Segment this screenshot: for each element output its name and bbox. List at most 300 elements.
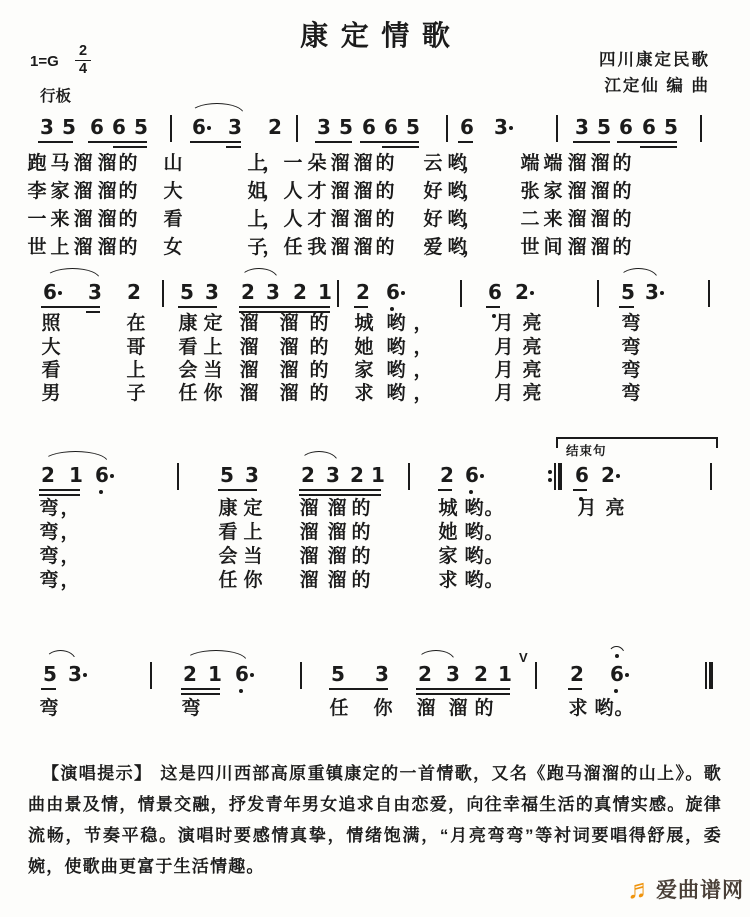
lyric-syllable: 你 (203, 383, 223, 404)
lyric-syllable: 的 (309, 383, 329, 404)
beam-line (573, 141, 610, 143)
note-digit: 2 (356, 280, 370, 304)
lyric-syllable: 溜 (97, 209, 117, 230)
note-digit: 3 (326, 463, 340, 487)
note-digit: 2 (301, 463, 315, 487)
note-digit: 6 (95, 463, 109, 487)
beam-line (458, 141, 473, 143)
lyric-syllable: 溜 (299, 546, 319, 567)
lyric-syllable: 哟 (464, 498, 484, 519)
lyric-syllable: 溜 (239, 337, 259, 358)
note-digit: 3 (245, 463, 259, 487)
beam-line (218, 489, 257, 491)
lyric-syllable: 求 (568, 698, 588, 719)
lyric-syllable: 的 (351, 546, 371, 567)
note-digit: 1 (318, 280, 332, 304)
meter-denominator: 4 (78, 60, 88, 77)
beam-line (41, 306, 100, 308)
barline (535, 662, 537, 689)
lyric-syllable: ， (462, 153, 482, 174)
note-digit: 2 (127, 280, 141, 304)
lyric-syllable: 溜 (279, 383, 299, 404)
lyric-syllable: 月 (494, 360, 514, 381)
repeat-dot (548, 478, 552, 482)
lyric-syllable: 康 (218, 498, 238, 519)
lyric-syllable: 月 (577, 498, 597, 519)
beam-line (113, 146, 147, 148)
lyric-syllable: 溜 (279, 313, 299, 334)
ending-bracket-tick (556, 437, 558, 448)
lyric-syllable: 弯 (621, 337, 641, 358)
lyric-syllable: 弯 (621, 383, 641, 404)
lyric-syllable: 的 (351, 522, 371, 543)
lyric-syllable: 弯 (181, 698, 201, 719)
lyric-syllable: 亮 (605, 498, 625, 519)
lyric-syllable: 溜 (330, 209, 350, 230)
lyric-syllable: 哟 (464, 570, 484, 591)
meter-numerator: 2 (75, 44, 91, 61)
lyric-syllable: 溜 (327, 498, 347, 519)
beam-line (181, 693, 220, 695)
lyric-syllable: 溜 (353, 153, 373, 174)
note-digit: 6 (460, 115, 474, 139)
lyric-syllable: 家 (354, 360, 374, 381)
slur-arc (417, 650, 455, 661)
lyric-syllable: 溜 (353, 181, 373, 202)
site-logo-text: 爱曲谱网 (656, 879, 744, 902)
note-digit: 5 (621, 280, 635, 304)
lyric-syllable: 哟 (386, 383, 406, 404)
lyric-syllable: 家 (50, 181, 70, 202)
note-digit: 2 (570, 662, 584, 686)
lyric-syllable: 哟 (447, 237, 467, 258)
lyric-syllable: 的 (309, 313, 329, 334)
lyric-syllable: 溜 (239, 360, 259, 381)
note-digit: 5 (180, 280, 194, 304)
low-octave-dot (390, 307, 394, 311)
note-digit: 5 (62, 115, 76, 139)
note-digit: 6 (619, 115, 633, 139)
lyric-syllable: 溜 (330, 237, 350, 258)
beam-line (181, 688, 220, 690)
lyric-syllable: 好 (423, 209, 443, 230)
lyric-syllable: 你 (243, 570, 263, 591)
lyric-syllable: 哟 (386, 360, 406, 381)
beam-line (239, 306, 330, 308)
site-logo (627, 874, 744, 904)
lyric-syllable: 哟 (447, 209, 467, 230)
fermata-dot (615, 654, 619, 658)
beam-line (573, 489, 587, 491)
lyric-syllable: 在 (126, 313, 146, 334)
lyric-syllable: 她 (354, 337, 374, 358)
note-digit: 6 (386, 280, 400, 304)
augmentation-dot (58, 291, 62, 295)
lyric-syllable: 亮 (522, 360, 542, 381)
barline (556, 115, 558, 142)
barline (177, 463, 179, 490)
note-digit: 6 (192, 115, 206, 139)
note-digit: 5 (597, 115, 611, 139)
lyric-syllable: 的 (375, 209, 395, 230)
note-digit: 3 (494, 115, 508, 139)
augmentation-dot (509, 126, 513, 130)
beam-line (619, 306, 634, 308)
lyric-syllable: 溜 (279, 337, 299, 358)
note-digit: 3 (317, 115, 331, 139)
lyric-syllable: 。 (484, 570, 504, 591)
lyric-syllable: 城 (438, 498, 458, 519)
note-digit: 3 (40, 115, 54, 139)
note-digit: 6 (43, 280, 57, 304)
lyric-syllable: 任 (178, 383, 198, 404)
lyric-syllable: 溜 (590, 181, 610, 202)
lyric-syllable: 溜 (73, 181, 93, 202)
repeat-thick-bar (558, 463, 563, 490)
lyric-syllable: 城 (354, 313, 374, 334)
slur-arc (240, 268, 278, 279)
lyric-syllable: 溜 (239, 313, 259, 334)
note-digit: 3 (575, 115, 589, 139)
lyric-syllable: 的 (612, 209, 632, 230)
lyric-syllable: 的 (375, 181, 395, 202)
note-digit: 3 (205, 280, 219, 304)
lyric-syllable: 溜 (567, 181, 587, 202)
note-digit: 5 (664, 115, 678, 139)
lyric-syllable: 的 (375, 237, 395, 258)
repeat-dot (548, 470, 552, 474)
lyric-syllable: 亮 (522, 337, 542, 358)
lyric-syllable: 溜 (353, 237, 373, 258)
note-digit: 2 (293, 280, 307, 304)
note-digit: 3 (645, 280, 659, 304)
lyric-syllable: 看 (41, 360, 61, 381)
augmentation-dot (660, 291, 664, 295)
barline (150, 662, 152, 689)
lyric-syllable: 任 (283, 237, 303, 258)
note-digit: 6 (465, 463, 479, 487)
lyric-syllable: 任 (329, 698, 349, 719)
note-digit: 1 (371, 463, 385, 487)
lyric-syllable: 的 (118, 209, 138, 230)
beam-line (88, 141, 147, 143)
beam-line (178, 306, 217, 308)
barline (597, 280, 599, 307)
note-digit: 2 (350, 463, 364, 487)
lyric-syllable: 一 (27, 209, 47, 230)
lyric-syllable: 上 (50, 237, 70, 258)
lyric-syllable: 子 (126, 383, 146, 404)
lyric-syllable: 定 (243, 498, 263, 519)
lyric-syllable: 大 (163, 181, 183, 202)
note-digit: 2 (515, 280, 529, 304)
beam-line (39, 489, 80, 491)
lyric-syllable: 求 (354, 383, 374, 404)
lyric-syllable: 月 (494, 313, 514, 334)
slur-arc (619, 268, 658, 279)
augmentation-dot (401, 291, 405, 295)
lyric-syllable: 看 (163, 209, 183, 230)
lyric-syllable: ， (413, 313, 433, 334)
lyric-syllable: 弯 (621, 360, 641, 381)
lyric-syllable: 。 (484, 546, 504, 567)
note-digit: 3 (68, 662, 82, 686)
beam-line (438, 489, 452, 491)
beam-line (354, 306, 368, 308)
lyric-syllable: 哟 (447, 181, 467, 202)
barline (296, 115, 298, 142)
beam-line (360, 141, 419, 143)
lyric-syllable: 哥 (126, 337, 146, 358)
note-digit: 6 (112, 115, 126, 139)
note-digit: 5 (134, 115, 148, 139)
lyric-syllable: 人 (283, 181, 303, 202)
note-digit: 1 (208, 662, 222, 686)
beam-line (486, 306, 500, 308)
note-digit: 6 (362, 115, 376, 139)
lyric-syllable: ， (462, 209, 482, 230)
augmentation-dot (625, 673, 629, 677)
lyric-syllable: 哟 (447, 153, 467, 174)
note-digit: 6 (488, 280, 502, 304)
note-digit: 3 (375, 662, 389, 686)
lyric-syllable: 溜 (73, 153, 93, 174)
music-notes-icon: ♬ (627, 873, 654, 904)
lyric-syllable: 溜 (239, 383, 259, 404)
note-digit: 6 (235, 662, 249, 686)
lyric-syllable: 定 (203, 313, 223, 334)
lyric-syllable: 弯 (39, 522, 59, 543)
lyric-syllable: 溜 (73, 209, 93, 230)
barline (408, 463, 410, 490)
lyric-syllable: ， (413, 383, 433, 404)
lyric-syllable: 溜 (590, 237, 610, 258)
lyric-syllable: 溜 (299, 522, 319, 543)
note-digit: 1 (69, 463, 83, 487)
lyric-syllable: 月 (494, 383, 514, 404)
lyric-syllable: 世 (520, 237, 540, 258)
note-digit: 5 (331, 662, 345, 686)
low-octave-dot (469, 490, 473, 494)
barline (460, 280, 462, 307)
lyric-syllable: 上 (247, 209, 267, 230)
lyric-syllable: 的 (612, 153, 632, 174)
lyric-syllable: 家 (438, 546, 458, 567)
lyric-syllable: 哟 (386, 337, 406, 358)
lyric-syllable: 才 (307, 181, 327, 202)
note-digit: 3 (228, 115, 242, 139)
lyric-syllable: 二 (520, 209, 540, 230)
lyric-syllable: 会 (178, 360, 198, 381)
note-digit: 2 (418, 662, 432, 686)
lyric-syllable: 康 (178, 313, 198, 334)
lyric-syllable: 上 (247, 153, 267, 174)
note-digit: 5 (339, 115, 353, 139)
lyric-syllable: 。 (614, 698, 634, 719)
lyric-syllable: 李 (27, 181, 47, 202)
key-signature: 1=G (30, 53, 59, 70)
lyric-syllable: ， (462, 181, 482, 202)
slur-arc (45, 268, 100, 279)
lyric-syllable: 哟 (386, 313, 406, 334)
lyric-syllable: 才 (307, 209, 327, 230)
lyric-syllable: 月 (494, 337, 514, 358)
slur-arc (185, 650, 247, 661)
lyric-syllable: 间 (543, 237, 563, 258)
slur-arc (43, 451, 108, 462)
lyric-syllable: 她 (438, 522, 458, 543)
breath-mark: V (519, 650, 528, 665)
performance-notes-body: 这是四川西部高原重镇康定的一首情歌，又名《跑马溜溜的山上》。歌曲由景及情，情景交融，抒发青年男女追求自由恋爱，向往幸福生活的真情实感。旋律流畅，节奏平稳。演唱时要感情真挚，情绪饱满，“月亮弯弯”等衬词要唱得舒展，委婉，使歌曲更富于生活情趣。 (28, 764, 723, 876)
note-digit: 2 (474, 662, 488, 686)
credit-source: 四川康定民歌 (599, 51, 710, 69)
lyric-syllable: ， (413, 337, 433, 358)
lyric-syllable: 男 (41, 383, 61, 404)
ending-bracket-line (556, 437, 716, 439)
lyric-syllable: 任 (218, 570, 238, 591)
low-octave-dot (614, 689, 618, 693)
beam-line (640, 146, 677, 148)
lyric-syllable: 溜 (97, 153, 117, 174)
lyric-syllable: 溜 (416, 698, 436, 719)
note-digit: 3 (88, 280, 102, 304)
note-digit: 3 (266, 280, 280, 304)
lyric-syllable: 的 (118, 237, 138, 258)
lyric-syllable: 来 (543, 209, 563, 230)
beam-line (86, 311, 100, 313)
lyric-syllable: 山 (163, 153, 183, 174)
lyric-syllable: 溜 (299, 498, 319, 519)
lyric-syllable: 的 (309, 360, 329, 381)
lyric-syllable: 亮 (522, 313, 542, 334)
augmentation-dot (207, 126, 211, 130)
lyric-syllable: 弯 (39, 698, 59, 719)
performance-notes (28, 758, 722, 882)
lyric-syllable: 当 (203, 360, 223, 381)
lyric-syllable: 你 (373, 698, 393, 719)
lyric-syllable: 看 (178, 337, 198, 358)
lyric-syllable: ， (262, 237, 282, 258)
beam-line (39, 494, 80, 496)
barline (337, 280, 339, 307)
beam-line (315, 141, 352, 143)
barline (170, 115, 172, 142)
augmentation-dot (110, 474, 114, 478)
lyric-syllable: 求 (438, 570, 458, 591)
lyric-syllable: 溜 (567, 153, 587, 174)
beam-line (38, 141, 73, 143)
lyric-syllable: ， (413, 360, 433, 381)
beam-line (299, 494, 381, 496)
lyric-syllable: 张 (520, 181, 540, 202)
beam-line (226, 146, 241, 148)
note-digit: 2 (601, 463, 615, 487)
beam-line (299, 489, 381, 491)
lyric-syllable: 来 (50, 209, 70, 230)
lyric-syllable: 亮 (522, 383, 542, 404)
lyric-syllable: 。 (484, 498, 504, 519)
lyric-syllable: ， (262, 153, 282, 174)
note-digit: 2 (440, 463, 454, 487)
beam-line (382, 146, 419, 148)
note-digit: 2 (41, 463, 55, 487)
lyric-syllable: 溜 (330, 153, 350, 174)
lyric-syllable: 的 (375, 153, 395, 174)
performance-notes-label: 【演唱提示】 (42, 764, 153, 783)
barline (708, 280, 710, 307)
final-barline-thick (709, 662, 714, 689)
lyric-syllable: 溜 (590, 209, 610, 230)
lyric-syllable: ， (262, 181, 282, 202)
lyric-syllable: 女 (163, 237, 183, 258)
augmentation-dot (530, 291, 534, 295)
note-digit: 3 (446, 662, 460, 686)
lyric-syllable: 溜 (567, 237, 587, 258)
lyric-syllable: 看 (218, 522, 238, 543)
lyric-syllable: 的 (351, 498, 371, 519)
lyric-syllable: 的 (612, 237, 632, 258)
slur-arc (300, 451, 338, 462)
slur-arc (45, 650, 76, 661)
low-octave-dot (99, 490, 103, 494)
note-digit: 6 (90, 115, 104, 139)
lyric-syllable: 会 (218, 546, 238, 567)
lyric-syllable: 弯 (39, 546, 59, 567)
lyric-syllable: 世 (27, 237, 47, 258)
lyric-syllable: 上 (203, 337, 223, 358)
final-barline (705, 662, 707, 689)
lyric-syllable: 人 (283, 209, 303, 230)
lyric-syllable: 溜 (97, 237, 117, 258)
lyric-syllable: 哟 (464, 546, 484, 567)
lyric-syllable: 溜 (448, 698, 468, 719)
barline (446, 115, 448, 142)
lyric-syllable: 的 (351, 570, 371, 591)
note-digit: 2 (183, 662, 197, 686)
lyric-syllable: 当 (243, 546, 263, 567)
lyric-syllable: 家 (543, 181, 563, 202)
note-digit: 2 (241, 280, 255, 304)
ending-label: 结束句 (566, 444, 607, 458)
lyric-syllable: 的 (612, 181, 632, 202)
note-digit: 5 (43, 662, 57, 686)
lyric-syllable: ， (262, 209, 282, 230)
lyric-syllable: 照 (41, 313, 61, 334)
low-octave-dot (239, 689, 243, 693)
tempo-marking: 行板 (40, 88, 72, 105)
lyric-syllable: 哟 (464, 522, 484, 543)
lyric-syllable: 姐 (247, 181, 267, 202)
slur-arc (190, 103, 244, 114)
beam-line (416, 693, 510, 695)
lyric-syllable: 我 (307, 237, 327, 258)
lyric-syllable: ， (60, 522, 80, 543)
note-digit: 5 (406, 115, 420, 139)
lyric-syllable: ， (60, 498, 80, 519)
lyric-syllable: 哟 (594, 698, 614, 719)
lyric-syllable: ， (462, 237, 482, 258)
lyric-syllable: 端 (520, 153, 540, 174)
lyric-syllable: 溜 (327, 546, 347, 567)
lyric-syllable: 好 (423, 181, 443, 202)
lyric-syllable: ， (60, 570, 80, 591)
lyric-syllable: 溜 (590, 153, 610, 174)
lyric-syllable: 。 (484, 522, 504, 543)
beam-line (190, 141, 241, 143)
lyric-syllable: 溜 (73, 237, 93, 258)
lyric-syllable: 上 (126, 360, 146, 381)
note-digit: 1 (498, 662, 512, 686)
